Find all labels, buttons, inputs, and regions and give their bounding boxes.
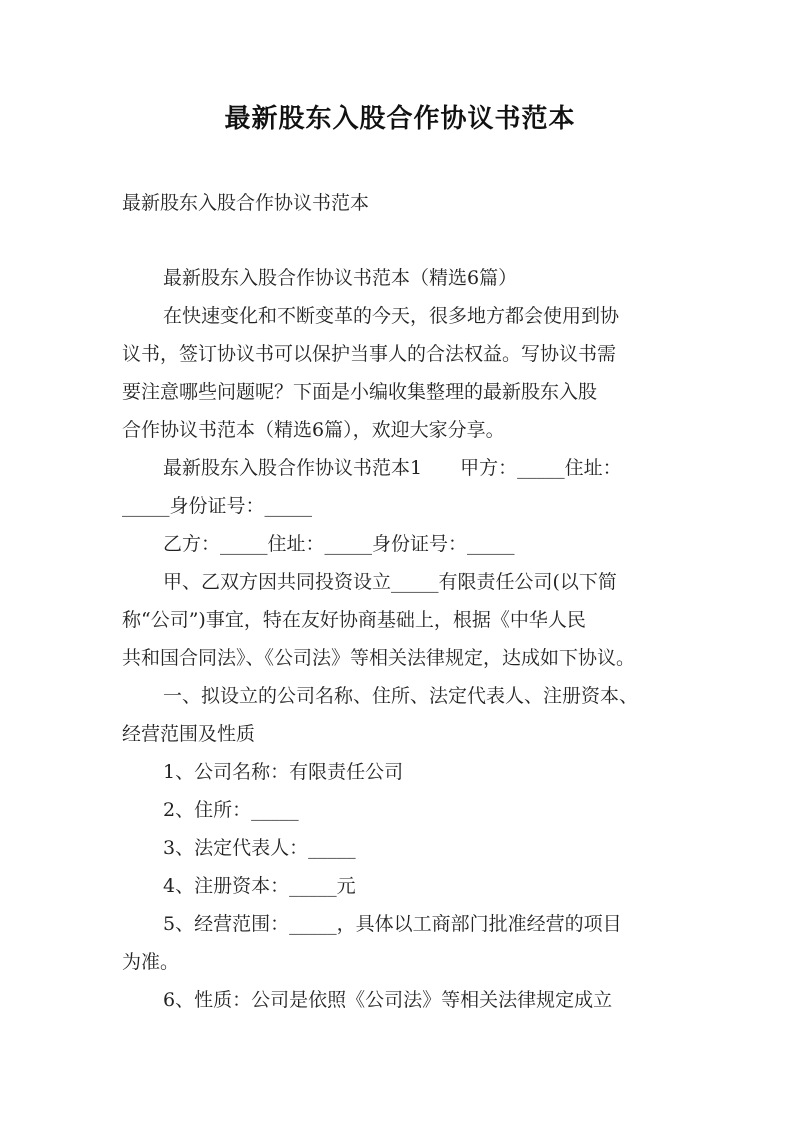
document-title: 最新股东入股合作协议书范本 (224, 104, 576, 134)
paragraph-line: 共和国合同法》、《公司法》等相关法律规定，达成如下协议。 (122, 647, 636, 669)
paragraph-line: 6、性质：公司是依照《公司法》等相关法律规定成立 (163, 989, 613, 1011)
paragraph-line: 3、法定代表人：_____ (163, 837, 356, 859)
document-subtitle: 最新股东入股合作协议书范本 (122, 192, 370, 214)
paragraph-line: 4、注册资本：_____元 (163, 875, 356, 897)
paragraph-line: 最新股东入股合作协议书范本1 甲方：_____住址： (163, 457, 622, 479)
paragraph-line: _____身份证号：_____ (122, 495, 313, 517)
paragraph-line: 要注意哪些问题呢？下面是小编收集整理的最新股东入股 (122, 381, 598, 403)
paragraph-line: 1、公司名称：有限责任公司 (163, 761, 404, 783)
paragraph-line: 为准。 (122, 951, 180, 973)
paragraph-line: 合作协议书范本（精选6篇），欢迎大家分享。 (122, 419, 505, 441)
paragraph-line: 称“公司”)事宜，特在友好协商基础上，根据《中华人民 (122, 609, 586, 631)
paragraph-line: 经营范围及性质 (122, 723, 256, 745)
paragraph-line: 2、住所：_____ (163, 799, 299, 821)
paragraph-line: 甲、乙双方因共同投资设立_____有限责任公司(以下简 (163, 571, 617, 593)
paragraph-line: 在快速变化和不断变革的今天，很多地方都会使用到协 (163, 305, 620, 327)
paragraph-line: 最新股东入股合作协议书范本（精选6篇） (163, 267, 518, 289)
paragraph-line: 一、拟设立的公司名称、住所、法定代表人、注册资本、 (163, 685, 639, 707)
paragraph-line: 乙方：_____住址：_____身份证号：_____ (163, 533, 515, 555)
paragraph-line: 议书，签订协议书可以保护当事人的合法权益。写协议书需 (122, 343, 617, 365)
paragraph-line: 5、经营范围：_____，具体以工商部门批准经营的项目 (163, 913, 622, 935)
